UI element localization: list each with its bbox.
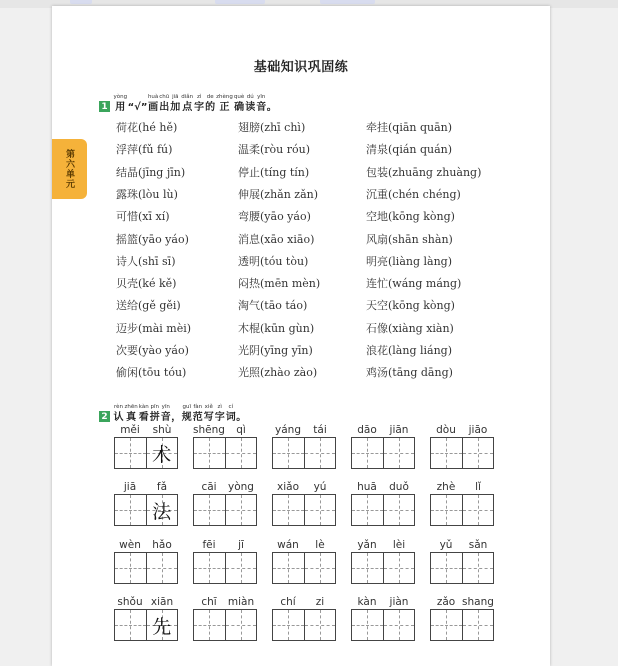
word-item[interactable]: 弯腰(yāo yáo) bbox=[238, 210, 311, 224]
pinyin-syllable: shǒu bbox=[117, 596, 143, 608]
pinyin-syllable: huā bbox=[357, 481, 377, 493]
writing-group bbox=[272, 538, 336, 584]
word-item[interactable]: 光阴(yīng yīn) bbox=[238, 344, 313, 357]
tianzige-grid bbox=[430, 609, 494, 641]
q2-instruction-hanzi: 范 bbox=[192, 412, 203, 423]
pinyin-syllable: měi bbox=[120, 424, 140, 436]
pinyin-syllable: yòng bbox=[228, 481, 254, 493]
pinyin-syllable: xiān bbox=[150, 596, 174, 608]
q2-instruction-hanzi: 规 bbox=[181, 412, 192, 423]
writing-group bbox=[193, 595, 257, 641]
q1-instruction-pinyin: yòng bbox=[113, 94, 128, 100]
tianzige-cell[interactable] bbox=[304, 495, 336, 525]
q1-instruction-char bbox=[181, 94, 193, 114]
word-item[interactable]: 温柔(ròu róu) bbox=[238, 143, 311, 157]
q1-instruction-hanzi: 加 bbox=[170, 102, 181, 113]
pinyin-prompt bbox=[114, 423, 178, 437]
q2-instruction-char bbox=[161, 404, 171, 424]
tianzige-cell[interactable] bbox=[115, 495, 146, 525]
pinyin-prompt bbox=[430, 595, 494, 609]
tianzige-cell[interactable] bbox=[146, 438, 178, 468]
q1-instruction-char bbox=[256, 94, 266, 114]
pinyin-syllable: xiǎo bbox=[277, 481, 299, 493]
tianzige-cell[interactable] bbox=[194, 610, 225, 640]
q1-instruction-hanzi: 画 bbox=[148, 102, 159, 113]
viewer-tab[interactable] bbox=[70, 0, 92, 4]
writing-group bbox=[193, 423, 257, 469]
word-item[interactable]: 露珠(lòu lù) bbox=[116, 187, 178, 201]
word-item[interactable]: 石像(xiàng xiàn) bbox=[366, 321, 454, 335]
q2-instruction-punct: 。 bbox=[236, 412, 247, 423]
pinyin-syllable: shù bbox=[152, 424, 172, 436]
word-item[interactable]: 可惜(xī xí) bbox=[116, 210, 170, 224]
q1-instruction-hanzi: 确 bbox=[234, 102, 245, 113]
writing-group bbox=[351, 538, 415, 584]
writing-group bbox=[272, 595, 336, 641]
word-item[interactable]: 消息(xāo xiāo) bbox=[238, 232, 315, 246]
question-1-number: 1 bbox=[99, 101, 110, 112]
q2-instruction-pinyin: zì bbox=[217, 404, 222, 410]
tianzige-cell[interactable] bbox=[462, 610, 494, 640]
unit-tab bbox=[52, 139, 87, 199]
tianzige-cell[interactable] bbox=[225, 438, 257, 468]
pinyin-prompt bbox=[351, 595, 415, 609]
written-char: 术 bbox=[152, 443, 172, 466]
pinyin-syllable: wèn bbox=[119, 539, 141, 551]
tianzige-grid bbox=[351, 552, 415, 584]
q2-instruction-pinyin: yīn bbox=[161, 404, 170, 410]
writing-group bbox=[114, 423, 178, 469]
tianzige-cell[interactable] bbox=[462, 553, 494, 583]
pinyin-syllable: shēng bbox=[193, 424, 225, 436]
word-item[interactable]: 牵挂(qiān quān) bbox=[366, 121, 453, 134]
word-item[interactable]: 浪花(làng liáng) bbox=[366, 344, 453, 357]
pinyin-syllable: kàn bbox=[357, 596, 377, 608]
tianzige-cell[interactable] bbox=[383, 495, 415, 525]
writing-group bbox=[272, 480, 336, 526]
tianzige-cell[interactable] bbox=[304, 610, 336, 640]
q2-instruction-hanzi: 音 bbox=[160, 412, 171, 423]
pinyin-prompt bbox=[193, 595, 257, 609]
tianzige-cell[interactable] bbox=[304, 438, 336, 468]
tianzige-cell[interactable] bbox=[352, 610, 383, 640]
pinyin-prompt bbox=[430, 423, 494, 437]
word-item[interactable]: 风扇(shān shàn) bbox=[366, 232, 453, 246]
pinyin-syllable: qì bbox=[236, 424, 246, 436]
tianzige-cell[interactable] bbox=[194, 495, 225, 525]
word-item[interactable]: 明亮(liàng làng) bbox=[366, 254, 453, 268]
page-title: 基础知识巩固练 bbox=[253, 60, 349, 75]
pinyin-syllable: chī bbox=[201, 596, 217, 608]
tianzige-cell[interactable] bbox=[273, 438, 304, 468]
tianzige-cell[interactable] bbox=[194, 438, 225, 468]
pinyin-syllable: lèi bbox=[392, 539, 406, 551]
pinyin-syllable: jiàn bbox=[389, 596, 409, 608]
word-item[interactable]: 结晶(jīng jīn) bbox=[116, 165, 186, 179]
tianzige-grid bbox=[193, 437, 257, 469]
pinyin-syllable: cāi bbox=[201, 481, 217, 493]
q1-instruction-pinyin: dú bbox=[246, 94, 254, 100]
word-item[interactable]: 伸展(zhǎn zǎn) bbox=[238, 187, 319, 201]
word-item[interactable]: 天空(kōng kòng) bbox=[366, 299, 455, 313]
tianzige-cell[interactable] bbox=[273, 495, 304, 525]
pinyin-syllable: jiā bbox=[123, 481, 137, 493]
word-item[interactable]: 偷闲(tōu tóu) bbox=[116, 366, 187, 380]
tianzige-cell[interactable] bbox=[462, 438, 494, 468]
word-item[interactable]: 连忙(wáng máng) bbox=[366, 277, 462, 291]
tianzige-grid bbox=[193, 609, 257, 641]
word-item[interactable]: 翅膀(zhī chì) bbox=[238, 121, 306, 134]
word-item[interactable]: 清泉(qián quán) bbox=[366, 143, 453, 157]
q1-instruction-pinyin: jiā bbox=[172, 94, 179, 100]
q1-instruction-hanzi: 字 bbox=[194, 102, 205, 113]
q1-instruction-punct: 。 bbox=[266, 102, 277, 113]
pinyin-syllable: wán bbox=[277, 539, 299, 551]
q2-instruction-char bbox=[204, 404, 214, 424]
pinyin-prompt bbox=[272, 480, 336, 494]
tianzige-grid bbox=[351, 609, 415, 641]
q2-instruction-hanzi: 拼 bbox=[149, 412, 160, 423]
word-item[interactable]: 透明(tóu tòu) bbox=[238, 254, 309, 268]
pinyin-syllable: yǎn bbox=[357, 539, 377, 551]
pinyin-syllable: zhè bbox=[436, 481, 456, 493]
tianzige-grid bbox=[430, 552, 494, 584]
q1-instruction-pinyin: de bbox=[206, 94, 214, 100]
pinyin-syllable: yǔ bbox=[439, 539, 453, 551]
q1-instruction-pinyin: diǎn bbox=[181, 94, 194, 100]
pinyin-syllable: chí bbox=[280, 596, 296, 608]
word-item[interactable]: 次要(yào yáo) bbox=[116, 344, 189, 357]
tianzige-grid bbox=[114, 552, 178, 584]
pinyin-syllable: hǎo bbox=[152, 539, 172, 551]
q2-instruction-char bbox=[125, 404, 138, 424]
q1-instruction-punct: “√” bbox=[127, 102, 148, 113]
q2-instruction-hanzi: 字 bbox=[214, 412, 225, 423]
pinyin-prompt bbox=[114, 595, 178, 609]
tianzige-grid bbox=[114, 437, 178, 469]
tianzige-grid bbox=[114, 609, 178, 641]
pinyin-prompt bbox=[193, 423, 257, 437]
tianzige-cell[interactable] bbox=[304, 553, 336, 583]
tianzige-cell[interactable] bbox=[115, 553, 146, 583]
word-item[interactable]: 光照(zhào zào) bbox=[238, 366, 318, 380]
pinyin-prompt bbox=[351, 423, 415, 437]
word-item[interactable]: 空地(kōng kòng) bbox=[366, 210, 455, 224]
q1-instruction-char bbox=[114, 94, 128, 114]
pinyin-syllable: dāo bbox=[357, 424, 377, 436]
q1-instruction-hanzi: 点 bbox=[182, 102, 193, 113]
writing-group bbox=[430, 480, 494, 526]
pinyin-prompt bbox=[351, 480, 415, 494]
q1-instruction-char bbox=[245, 94, 255, 114]
q1-instruction-pinyin: huà bbox=[147, 94, 159, 100]
q2-instruction-char bbox=[114, 404, 124, 424]
pinyin-prompt bbox=[351, 538, 415, 552]
tianzige-cell[interactable] bbox=[146, 495, 178, 525]
word-item[interactable]: 贝壳(ké kě) bbox=[116, 277, 177, 291]
q2-instruction-char bbox=[226, 404, 236, 424]
writing-group bbox=[430, 423, 494, 469]
pinyin-syllable: sǎn bbox=[468, 539, 488, 551]
pinyin-syllable: duǒ bbox=[389, 481, 409, 493]
pinyin-syllable: lè bbox=[315, 539, 325, 551]
document-page bbox=[52, 6, 550, 666]
q2-instruction-punct: ， bbox=[171, 412, 182, 423]
viewer-tab[interactable] bbox=[215, 0, 265, 4]
pinyin-prompt bbox=[430, 480, 494, 494]
word-item[interactable]: 沉重(chén chéng) bbox=[366, 187, 461, 201]
tianzige-grid bbox=[193, 552, 257, 584]
q2-instruction-char bbox=[215, 404, 225, 424]
q1-instruction-hanzi: 用 bbox=[115, 102, 126, 113]
q2-instruction-pinyin: guī bbox=[182, 404, 191, 410]
pinyin-syllable: lǐ bbox=[475, 481, 481, 493]
pinyin-prompt bbox=[272, 538, 336, 552]
word-item[interactable]: 淘气(tāo táo) bbox=[238, 299, 308, 313]
q1-instruction-char bbox=[216, 94, 233, 114]
q2-instruction-pinyin: xiě bbox=[204, 404, 213, 410]
tianzige-cell[interactable] bbox=[431, 438, 462, 468]
tianzige-grid bbox=[272, 609, 336, 641]
pinyin-syllable: zǎo bbox=[436, 596, 456, 608]
writing-group bbox=[430, 538, 494, 584]
word-item[interactable]: 荷花(hé hě) bbox=[116, 121, 178, 134]
pinyin-syllable: shang bbox=[462, 596, 494, 608]
pinyin-prompt bbox=[114, 480, 178, 494]
written-char: 先 bbox=[152, 615, 172, 638]
tianzige-cell[interactable] bbox=[383, 553, 415, 583]
pinyin-prompt bbox=[272, 423, 336, 437]
pinyin-prompt bbox=[114, 538, 178, 552]
tianzige-grid bbox=[272, 552, 336, 584]
q1-instruction-hanzi: 读 bbox=[245, 102, 256, 113]
q2-instruction-char bbox=[139, 404, 149, 424]
question-2-number: 2 bbox=[99, 411, 110, 422]
q1-instruction-pinyin: chū bbox=[159, 94, 170, 100]
pinyin-prompt bbox=[193, 538, 257, 552]
tianzige-cell[interactable] bbox=[462, 495, 494, 525]
viewer-tab[interactable] bbox=[320, 0, 375, 4]
tianzige-cell[interactable] bbox=[225, 495, 257, 525]
q1-instruction-char bbox=[194, 94, 204, 114]
tianzige-cell[interactable] bbox=[352, 553, 383, 583]
tianzige-cell[interactable] bbox=[146, 553, 178, 583]
q1-instruction-pinyin: zì bbox=[196, 94, 202, 100]
q1-instruction-char bbox=[148, 94, 158, 114]
question-2-instruction bbox=[99, 400, 246, 424]
writing-group bbox=[193, 538, 257, 584]
tianzige-cell[interactable] bbox=[352, 438, 383, 468]
tianzige-cell[interactable] bbox=[273, 553, 304, 583]
word-item[interactable]: 摇篮(yāo yáo) bbox=[116, 232, 189, 246]
word-item[interactable]: 木棍(kūn gùn) bbox=[238, 321, 315, 335]
tianzige-cell[interactable] bbox=[115, 438, 146, 468]
q1-instruction-pinyin: zhèng bbox=[216, 94, 233, 100]
written-char: 法 bbox=[152, 500, 172, 523]
word-item[interactable]: 迈步(mài mèi) bbox=[116, 321, 192, 335]
tianzige-grid bbox=[430, 437, 494, 469]
writing-group bbox=[351, 480, 415, 526]
q2-instruction-hanzi: 真 bbox=[126, 412, 137, 423]
word-item[interactable]: 包装(zhuāng zhuàng) bbox=[366, 165, 482, 179]
q2-instruction-char bbox=[150, 404, 160, 424]
writing-group bbox=[114, 595, 178, 641]
q2-instruction-pinyin: rèn bbox=[113, 404, 123, 410]
q1-instruction-hanzi: 的 bbox=[205, 102, 216, 113]
tianzige-cell[interactable] bbox=[431, 495, 462, 525]
writing-group bbox=[351, 595, 415, 641]
tianzige-cell[interactable] bbox=[431, 553, 462, 583]
writing-group bbox=[193, 480, 257, 526]
q1-instruction-hanzi: 正 bbox=[219, 102, 230, 113]
word-item[interactable]: 浮萍(fǔ fú) bbox=[116, 143, 173, 157]
q1-instruction-hanzi: 出 bbox=[159, 102, 170, 113]
q2-instruction-pinyin: cí bbox=[228, 404, 234, 410]
q2-instruction-char bbox=[193, 404, 203, 424]
tianzige-cell[interactable] bbox=[273, 610, 304, 640]
tianzige-cell[interactable] bbox=[383, 438, 415, 468]
pinyin-syllable: yú bbox=[313, 481, 327, 493]
tianzige-cell[interactable] bbox=[352, 495, 383, 525]
writing-group bbox=[114, 538, 178, 584]
pinyin-prompt bbox=[272, 595, 336, 609]
word-item[interactable]: 诗人(shī sī) bbox=[116, 254, 176, 268]
tianzige-cell[interactable] bbox=[383, 610, 415, 640]
tianzige-grid bbox=[272, 437, 336, 469]
pinyin-syllable: jī bbox=[238, 539, 244, 551]
q2-instruction-pinyin: pīn bbox=[150, 404, 159, 410]
writing-group bbox=[351, 423, 415, 469]
pinyin-syllable: zi bbox=[315, 596, 325, 608]
tianzige-grid bbox=[351, 437, 415, 469]
word-item[interactable]: 停止(tíng tín) bbox=[238, 165, 310, 179]
tianzige-cell[interactable] bbox=[115, 610, 146, 640]
q1-instruction-char bbox=[170, 94, 180, 114]
tianzige-grid bbox=[351, 494, 415, 526]
pinyin-syllable: fǎ bbox=[156, 481, 168, 493]
pinyin-syllable: jiān bbox=[389, 424, 409, 436]
unit-tab-label: 第六单元 bbox=[64, 149, 74, 189]
pinyin-syllable: jiāo bbox=[468, 424, 488, 436]
q2-instruction-pinyin: zhēn bbox=[124, 404, 138, 410]
q2-instruction-hanzi: 认 bbox=[113, 412, 124, 423]
pinyin-syllable: miàn bbox=[227, 596, 255, 608]
pinyin-syllable: yáng bbox=[275, 424, 301, 436]
q1-instruction-hanzi: 音 bbox=[256, 102, 267, 113]
q1-instruction-char bbox=[234, 94, 244, 114]
pinyin-prompt bbox=[430, 538, 494, 552]
q2-instruction-hanzi: 写 bbox=[203, 412, 214, 423]
pinyin-syllable: tái bbox=[313, 424, 327, 436]
pinyin-prompt bbox=[193, 480, 257, 494]
writing-group bbox=[430, 595, 494, 641]
word-item[interactable]: 闷热(mēn mèn) bbox=[238, 277, 321, 291]
q1-instruction-pinyin: què bbox=[233, 94, 245, 100]
tianzige-cell[interactable] bbox=[431, 610, 462, 640]
q2-instruction-pinyin: kàn bbox=[138, 404, 149, 410]
tianzige-cell[interactable] bbox=[146, 610, 178, 640]
pinyin-syllable: dòu bbox=[436, 424, 456, 436]
tianzige-grid bbox=[114, 494, 178, 526]
q1-instruction-char bbox=[205, 94, 215, 114]
q2-instruction-hanzi: 词 bbox=[225, 412, 236, 423]
pinyin-syllable: fēi bbox=[202, 539, 216, 551]
q1-instruction-char bbox=[159, 94, 169, 114]
tianzige-grid bbox=[193, 494, 257, 526]
word-item[interactable]: 鸡汤(tāng dāng) bbox=[366, 366, 453, 380]
writing-group bbox=[272, 423, 336, 469]
q2-instruction-pinyin: fàn bbox=[193, 404, 203, 410]
tianzige-grid bbox=[430, 494, 494, 526]
word-item[interactable]: 送给(gě gěi) bbox=[116, 299, 181, 313]
tianzige-cell[interactable] bbox=[225, 553, 257, 583]
writing-group bbox=[114, 480, 178, 526]
question-1-instruction bbox=[99, 90, 277, 114]
tianzige-cell[interactable] bbox=[194, 553, 225, 583]
tianzige-grid bbox=[272, 494, 336, 526]
q1-instruction-pinyin: yīn bbox=[257, 94, 266, 100]
q2-instruction-char bbox=[182, 404, 192, 424]
q2-instruction-hanzi: 看 bbox=[138, 412, 149, 423]
tianzige-cell[interactable] bbox=[225, 610, 257, 640]
